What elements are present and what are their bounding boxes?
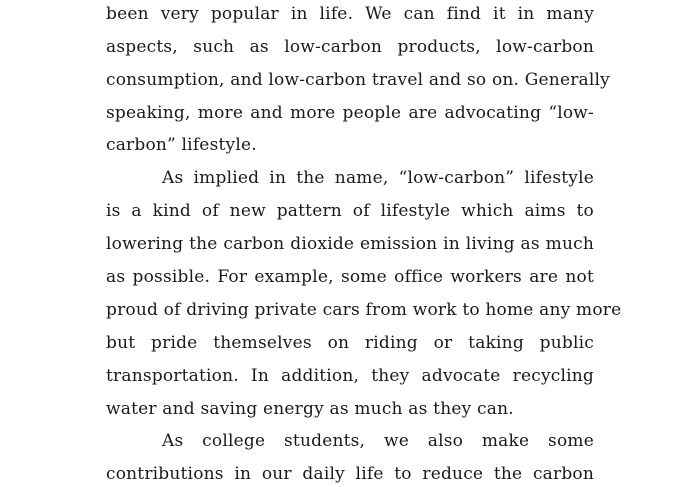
- paragraph-first-line: As implied in the name, “low-carbon” lifestyle: [162, 168, 594, 188]
- text-line: consumption, and low-carbon travel and so on. Generally: [106, 70, 610, 90]
- text-line: lowering the carbon dioxide emission in living as much: [106, 234, 594, 254]
- text-line: is a kind of new pattern of lifestyle which aims to: [106, 201, 594, 221]
- text-line: aspects, such as low-carbon products, low-carbon: [106, 37, 594, 57]
- text-line: speaking, more and more people are advocating “low-: [106, 103, 594, 123]
- text-line: proud of driving private cars from work to home any more: [106, 300, 622, 320]
- text-line: water and saving energy as much as they can.: [106, 399, 514, 419]
- text-line: but pride themselves on riding or taking public: [106, 333, 594, 353]
- text-line: transportation. In addition, they advocate recycling: [106, 366, 594, 386]
- text-line: as possible. For example, some office workers are not: [106, 267, 594, 287]
- paragraph-first-line: As college students, we also make some: [162, 431, 594, 451]
- text-line: carbon” lifestyle.: [106, 135, 257, 155]
- text-line: contributions in our daily life to reduce the carbon: [106, 464, 594, 484]
- text-line: been very popular in life. We can find it in many: [106, 4, 594, 24]
